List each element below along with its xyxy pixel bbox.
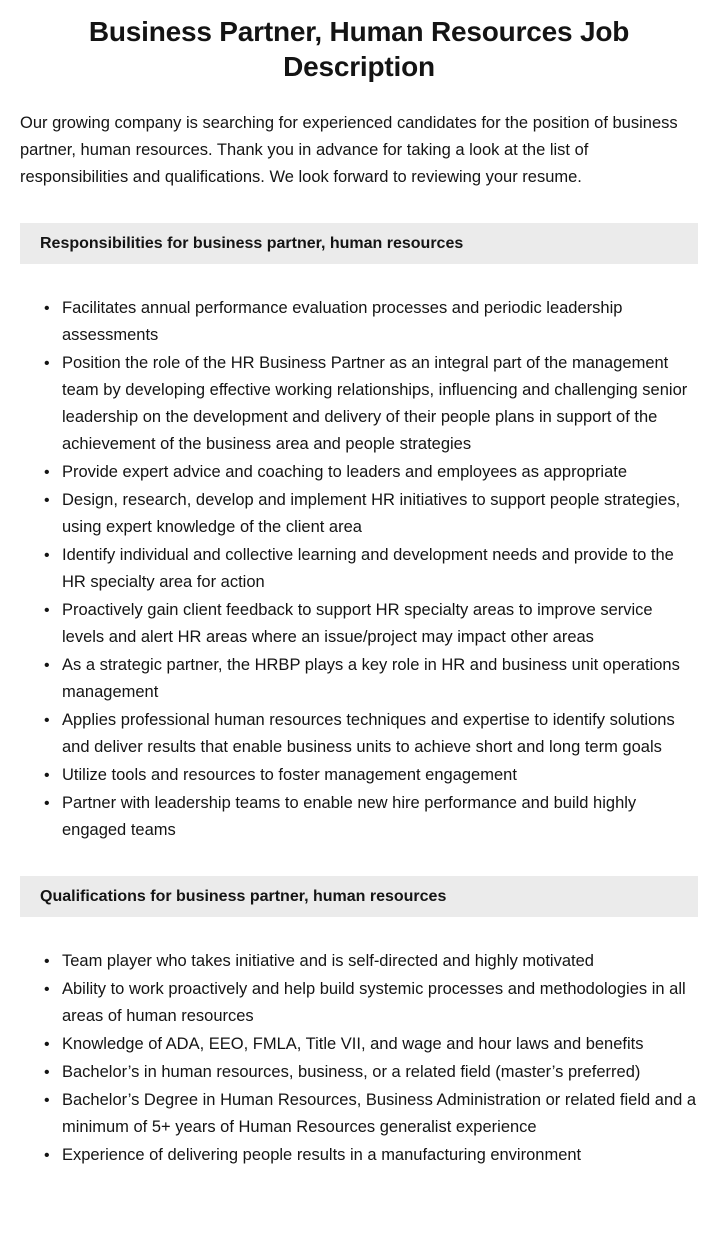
job-section bbox=[20, 876, 698, 1169]
list-item: • Ability to work proactively and help build systemic processes and methodologies in all areas of human resources bbox=[62, 976, 698, 1030]
sections bbox=[20, 223, 698, 1169]
list-item: • Bachelor’s Degree in Human Resources, Business Administration or related field and a minimum of 5+ years of Human Resources generalist experience bbox=[62, 1087, 698, 1141]
list-item: • Bachelor’s in human resources, business, or a related field (master’s preferred) bbox=[62, 1059, 698, 1086]
bullet-list bbox=[20, 948, 698, 1169]
job-section bbox=[20, 223, 698, 844]
bullet-list bbox=[20, 295, 698, 844]
list-item: • Team player who takes initiative and is self-directed and highly motivated bbox=[62, 948, 698, 975]
section-heading: Responsibilities for business partner, human resources bbox=[20, 223, 698, 264]
section-heading: Qualifications for business partner, human resources bbox=[20, 876, 698, 917]
list-item: • Experience of delivering people results in a manufacturing environment bbox=[62, 1142, 698, 1169]
list-item: • Identify individual and collective learning and development needs and provide to the HR specialty area for action bbox=[62, 542, 698, 596]
list-item: • Design, research, develop and implement HR initiatives to support people strategies, using expert knowledge of the client area bbox=[62, 487, 698, 541]
intro-paragraph: Our growing company is searching for experienced candidates for the position of business partner, human resources. Thank you in advance for taking a look at the list of responsibilities and qualifications. We look forward to reviewing your resume. bbox=[20, 114, 678, 186]
page-title: Business Partner, Human Resources Job Description bbox=[88, 16, 630, 82]
list-item: • Facilitates annual performance evaluation processes and periodic leadership assessments bbox=[62, 295, 698, 349]
list-item: • Partner with leadership teams to enable new hire performance and build highly engaged teams bbox=[62, 790, 698, 844]
list-item: • Knowledge of ADA, EEO, FMLA, Title VII, and wage and hour laws and benefits bbox=[62, 1031, 698, 1058]
list-item: • Applies professional human resources techniques and expertise to identify solutions and deliver results that enable business units to achieve short and long term goals bbox=[62, 707, 698, 761]
list-item: • Proactively gain client feedback to support HR specialty areas to improve service levels and alert HR areas where an issue/project may impact other areas bbox=[62, 597, 698, 651]
list-item: • Utilize tools and resources to foster management engagement bbox=[62, 762, 698, 789]
list-item: • Provide expert advice and coaching to leaders and employees as appropriate bbox=[62, 459, 698, 486]
list-item: • Position the role of the HR Business Partner as an integral part of the management team by developing effective working relationships, influencing and challenging senior leadership on the development and delivery of their people plans in support of the achievement of the business area and people strategies bbox=[62, 350, 698, 458]
list-item: • As a strategic partner, the HRBP plays a key role in HR and business unit operations management bbox=[62, 652, 698, 706]
